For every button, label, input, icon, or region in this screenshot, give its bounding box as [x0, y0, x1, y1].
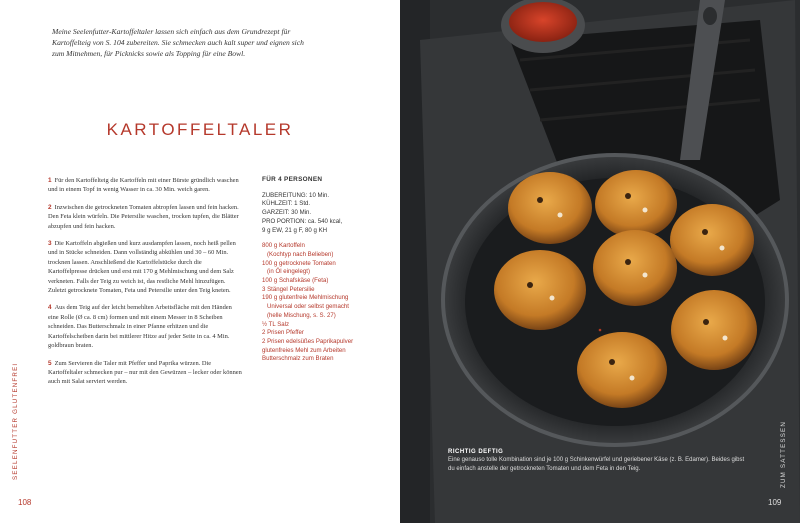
ingredient-item: 100 g getrocknete Tomaten — [262, 259, 336, 267]
food-photo — [400, 0, 800, 523]
meta-line: KÜHLZEIT: 1 Std. — [262, 200, 311, 208]
step-item — [48, 359, 242, 387]
recipe-meta — [262, 192, 372, 236]
step-item — [48, 239, 242, 295]
side-label-right — [780, 420, 790, 510]
ingredient-item: 190 g glutenfreie Mehlmischung — [262, 294, 349, 302]
meta-line: 9 g EW, 21 g F, 80 g KH — [262, 226, 328, 234]
side-label-text: SEELENFUTTER GLUTENFREI — [12, 362, 19, 480]
tip-heading: RICHTIG DEFTIG — [448, 449, 504, 455]
step-number: 4 — [48, 304, 52, 312]
step-text: Aus dem Teig auf der leicht bemehlten Arbeitsfläche mit den Händen eine Rolle (Ø ca. 8 cm) formen und mit einem Messer in 8 Scheiben schneiden. Das Butterschmalz in einer Pfanne erhitzen und die Kartoffelscheiben darin bei mittlerer Hitze auf jeder Seite in ca. 4 Min. goldbraun braten. — [48, 304, 232, 350]
ingredient-item: (Kochtyp nach Belieben) — [267, 250, 334, 258]
ingredient-item: 100 g Schafskäse (Feta) — [262, 277, 329, 285]
ingredient-item: Butterschmalz zum Braten — [262, 355, 334, 363]
ingredient-item: 800 g Kartoffeln — [262, 242, 305, 250]
step-number: 3 — [48, 240, 52, 248]
recipe-title: KARTOFFELTALER — [106, 120, 294, 139]
right-page — [400, 0, 800, 523]
servings-heading: FÜR 4 PERSONEN — [262, 176, 323, 183]
side-label-text: ZUM SATTESSEN — [780, 420, 787, 488]
ingredient-list — [262, 242, 372, 364]
page-number-right: 109 — [768, 498, 782, 507]
meta-line: GARZEIT: 30 Min. — [262, 209, 312, 217]
ingredient-item: 3 Stängel Petersilie — [262, 285, 315, 293]
ingredient-item: glutenfreies Mehl zum Arbeiten — [262, 346, 346, 354]
ingredient-item: (helle Mischung, s. S. 27) — [267, 311, 336, 319]
meta-line: PRO PORTION: ca. 540 kcal, — [262, 217, 343, 225]
step-text: Inzwischen die getrockneten Tomaten abtropfen lassen und fein hacken. Den Feta klein würfeln. Die Petersilie waschen, trocken tupfen, die Blätter abzupfen und fein hacken. — [48, 203, 239, 230]
side-label-left — [11, 300, 21, 480]
steps-list — [48, 176, 242, 395]
ingredients-box — [262, 176, 372, 364]
intro-text: Meine Seelenfutter-Kartoffeltaler lassen sich einfach aus dem Grundrezept für Kartoffelteig von S. 104 zubereiten. Sie schmecken auch kalt super und eignen sich zum Mitnehmen, für Picknicks sowie als Topping für eine Bowl. — [52, 27, 304, 58]
step-number: 2 — [48, 203, 52, 211]
ingredient-item: Universal oder selbst gemacht — [267, 303, 349, 311]
ingredient-item: (in Öl eingelegt) — [267, 268, 311, 276]
ingredient-item: 2 Prisen edelsüßes Paprikapulver — [262, 337, 354, 345]
meta-line: ZUBEREITUNG: 10 Min. — [262, 191, 330, 199]
tip-text: Eine genauso tolle Kombination sind je 100 g Schinkenwürfel und geriebener Käse (z. B. Edamer). Beides gibst du einfach anstelle der getrockneten Tomaten und dem Feta in den Teig. — [448, 457, 745, 472]
step-number: 5 — [48, 359, 52, 367]
step-text: Für den Kartoffelteig die Kartoffeln mit einer Bürste gründlich waschen und in einem Topf in wenig Wasser in ca. 30 Min. weich garen. — [48, 177, 239, 194]
ingredient-item: 2 Prisen Pfeffer — [262, 329, 304, 337]
ingredient-item: ½ TL Salz — [262, 320, 290, 328]
step-text: Zum Servieren die Taler mit Pfeffer und Paprika würzen. Die Kartoffeltaler schmecken pur – nur mit den Gewürzen – lecker oder können auch mit Salat serviert werden. — [48, 359, 242, 386]
step-text: Die Kartoffeln abgießen und kurz ausdampfen lassen, noch heiß pellen und in Stücke schneiden. Dann vollständig abkühlen und 30 – 60 Min. trocknen lassen. Anschließend die Kartoffelstücke durch die Kartoffelpresse drücken und erst mit 170 g Mehlmischung und dem Salz verkneten. Falls der Teig zu weich ist, das restliche Mehl hinzufügen. Zuletzt getrocknete Tomaten, Feta und Petersilie unter den Teig kneten. — [48, 240, 236, 295]
tip-box — [448, 448, 748, 473]
step-item — [48, 303, 242, 350]
step-item — [48, 203, 242, 231]
page-number-left: 108 — [18, 498, 32, 507]
step-number: 1 — [48, 177, 52, 184]
step-item — [48, 176, 242, 195]
